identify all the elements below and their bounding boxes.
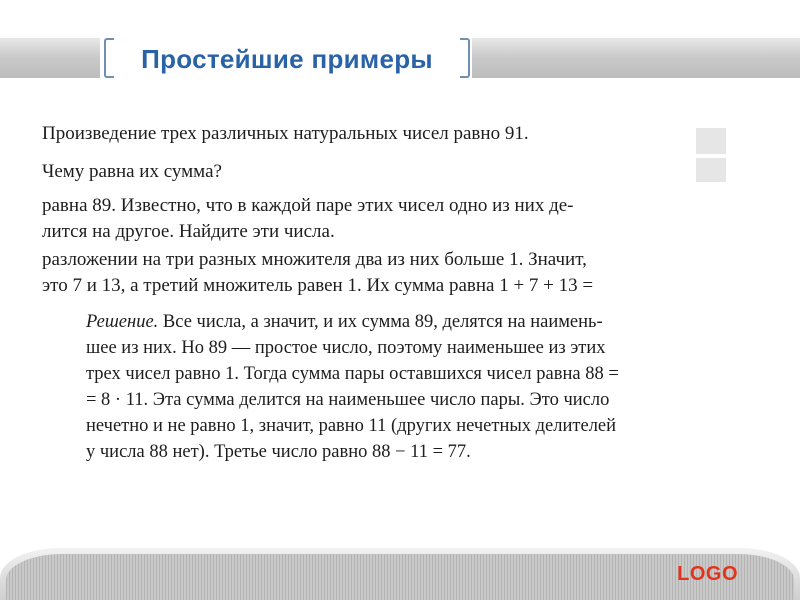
problem-line-3: равна 89. Известно, что в каждой паре этих чисел одно из них де- bbox=[42, 195, 574, 216]
footer-texture bbox=[6, 554, 794, 600]
problem-line-2: Чему равна их сумма? bbox=[42, 161, 222, 182]
scan-artifact bbox=[696, 158, 726, 182]
solution-line-4: = 8 · 11. Эта сумма делится на наименьшее число пары. Это число bbox=[86, 390, 610, 410]
solution-line-1 bbox=[86, 310, 603, 334]
solution-block bbox=[76, 306, 706, 474]
solution-label: Решение. bbox=[86, 312, 159, 332]
slide-title: Простейшие примеры bbox=[141, 44, 433, 74]
title-bracket-left bbox=[104, 38, 114, 78]
scanned-text-image bbox=[36, 118, 742, 478]
logo: LOGO bbox=[677, 563, 738, 585]
solution-line-6: у числа 88 нет). Третье число равно 88 − 11 = 77. bbox=[86, 442, 471, 462]
problem-line-4: лится на другое. Найдите эти числа. bbox=[42, 221, 335, 242]
solution-line-2: шее из них. Но 89 — простое число, поэтому наименьшее из этих bbox=[86, 338, 606, 358]
title-bracket-right bbox=[460, 38, 470, 78]
solution-line-3: трех чисел равно 1. Тогда сумма пары оставшихся чисел равна 88 = bbox=[86, 364, 619, 384]
problem-line-6: это 7 и 13, а третий множитель равен 1. Их сумма равна 1 + 7 + 13 = bbox=[42, 275, 594, 296]
problem-line-1: Произведение трех различных натуральных чисел равно 91. bbox=[42, 123, 529, 144]
scan-artifact bbox=[696, 128, 726, 154]
problem-line-5: разложении на три разных множителя два из них больше 1. Значит, bbox=[42, 249, 587, 270]
header-bar-right bbox=[472, 38, 800, 78]
solution-line-1-text: Все числа, а значит, и их сумма 89, делятся на наимень- bbox=[162, 312, 603, 332]
solution-line-5: нечетно и не равно 1, значит, равно 11 (других нечетных делителей bbox=[86, 416, 617, 436]
header-bar-left bbox=[0, 38, 100, 78]
